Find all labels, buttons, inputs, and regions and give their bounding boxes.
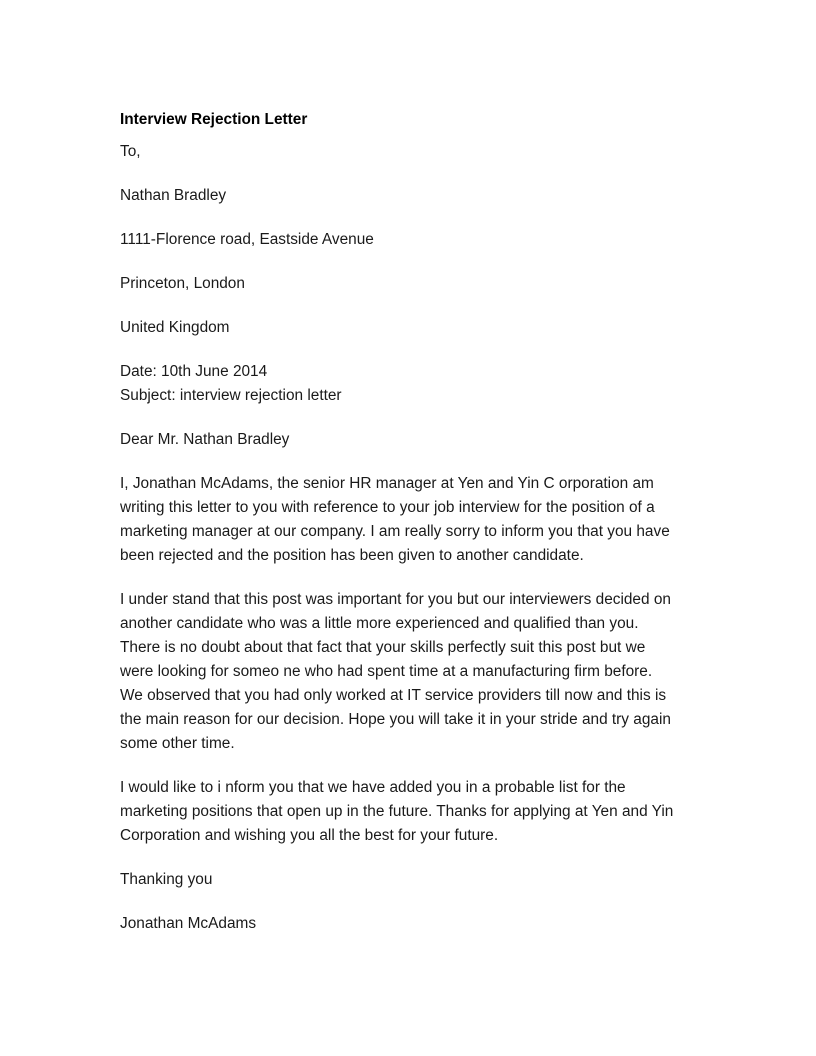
salutation: Dear Mr. Nathan Bradley	[120, 431, 290, 448]
paragraph-line: marketing positions that open up in the future. Thanks for applying at Yen and Yin	[120, 803, 674, 820]
paragraph-line: another candidate who was a little more experienced and qualified than you.	[120, 615, 639, 632]
address-line-3: United Kingdom	[120, 319, 230, 336]
paragraph-3	[120, 776, 692, 848]
paragraph-line: We observed that you had only worked at IT service providers till now and this is	[120, 687, 667, 704]
letter-date: Date: 10th June 2014	[120, 363, 268, 380]
address-line-1: 1111-Florence road, Eastside Avenue	[120, 231, 374, 248]
signature: Jonathan McAdams	[120, 915, 257, 932]
paragraph-line: I, Jonathan McAdams, the senior HR manager at Yen and Yin C orporation am	[120, 475, 654, 492]
paragraph-line: There is no doubt about that fact that your skills perfectly suit this post but we	[120, 639, 646, 656]
paragraph-1	[120, 472, 692, 568]
paragraph-line: were looking for someo ne who had spent time at a manufacturing firm before.	[120, 663, 653, 680]
paragraph-line: I under stand that this post was important for you but our interviewers decided on	[120, 591, 671, 608]
letter-title: Interview Rejection Letter	[120, 111, 308, 128]
paragraph-line: the main reason for our decision. Hope you will take it in your stride and try again	[120, 711, 671, 728]
to-label: To,	[120, 143, 141, 160]
paragraph-2	[120, 588, 692, 756]
address-line-2: Princeton, London	[120, 275, 245, 292]
paragraph-line: marketing manager at our company. I am really sorry to inform you that you have	[120, 523, 670, 540]
paragraph-line: writing this letter to you with reference to your job interview for the position of a	[120, 499, 655, 516]
paragraph-line: Corporation and wishing you all the best for your future.	[120, 827, 499, 844]
recipient-name: Nathan Bradley	[120, 187, 227, 204]
closing: Thanking you	[120, 871, 213, 888]
paragraph-line: some other time.	[120, 735, 235, 752]
letter-subject: Subject: interview rejection letter	[120, 387, 342, 404]
paragraph-line: I would like to i nform you that we have added you in a probable list for the	[120, 779, 626, 796]
paragraph-line: been rejected and the position has been given to another candidate.	[120, 547, 584, 564]
